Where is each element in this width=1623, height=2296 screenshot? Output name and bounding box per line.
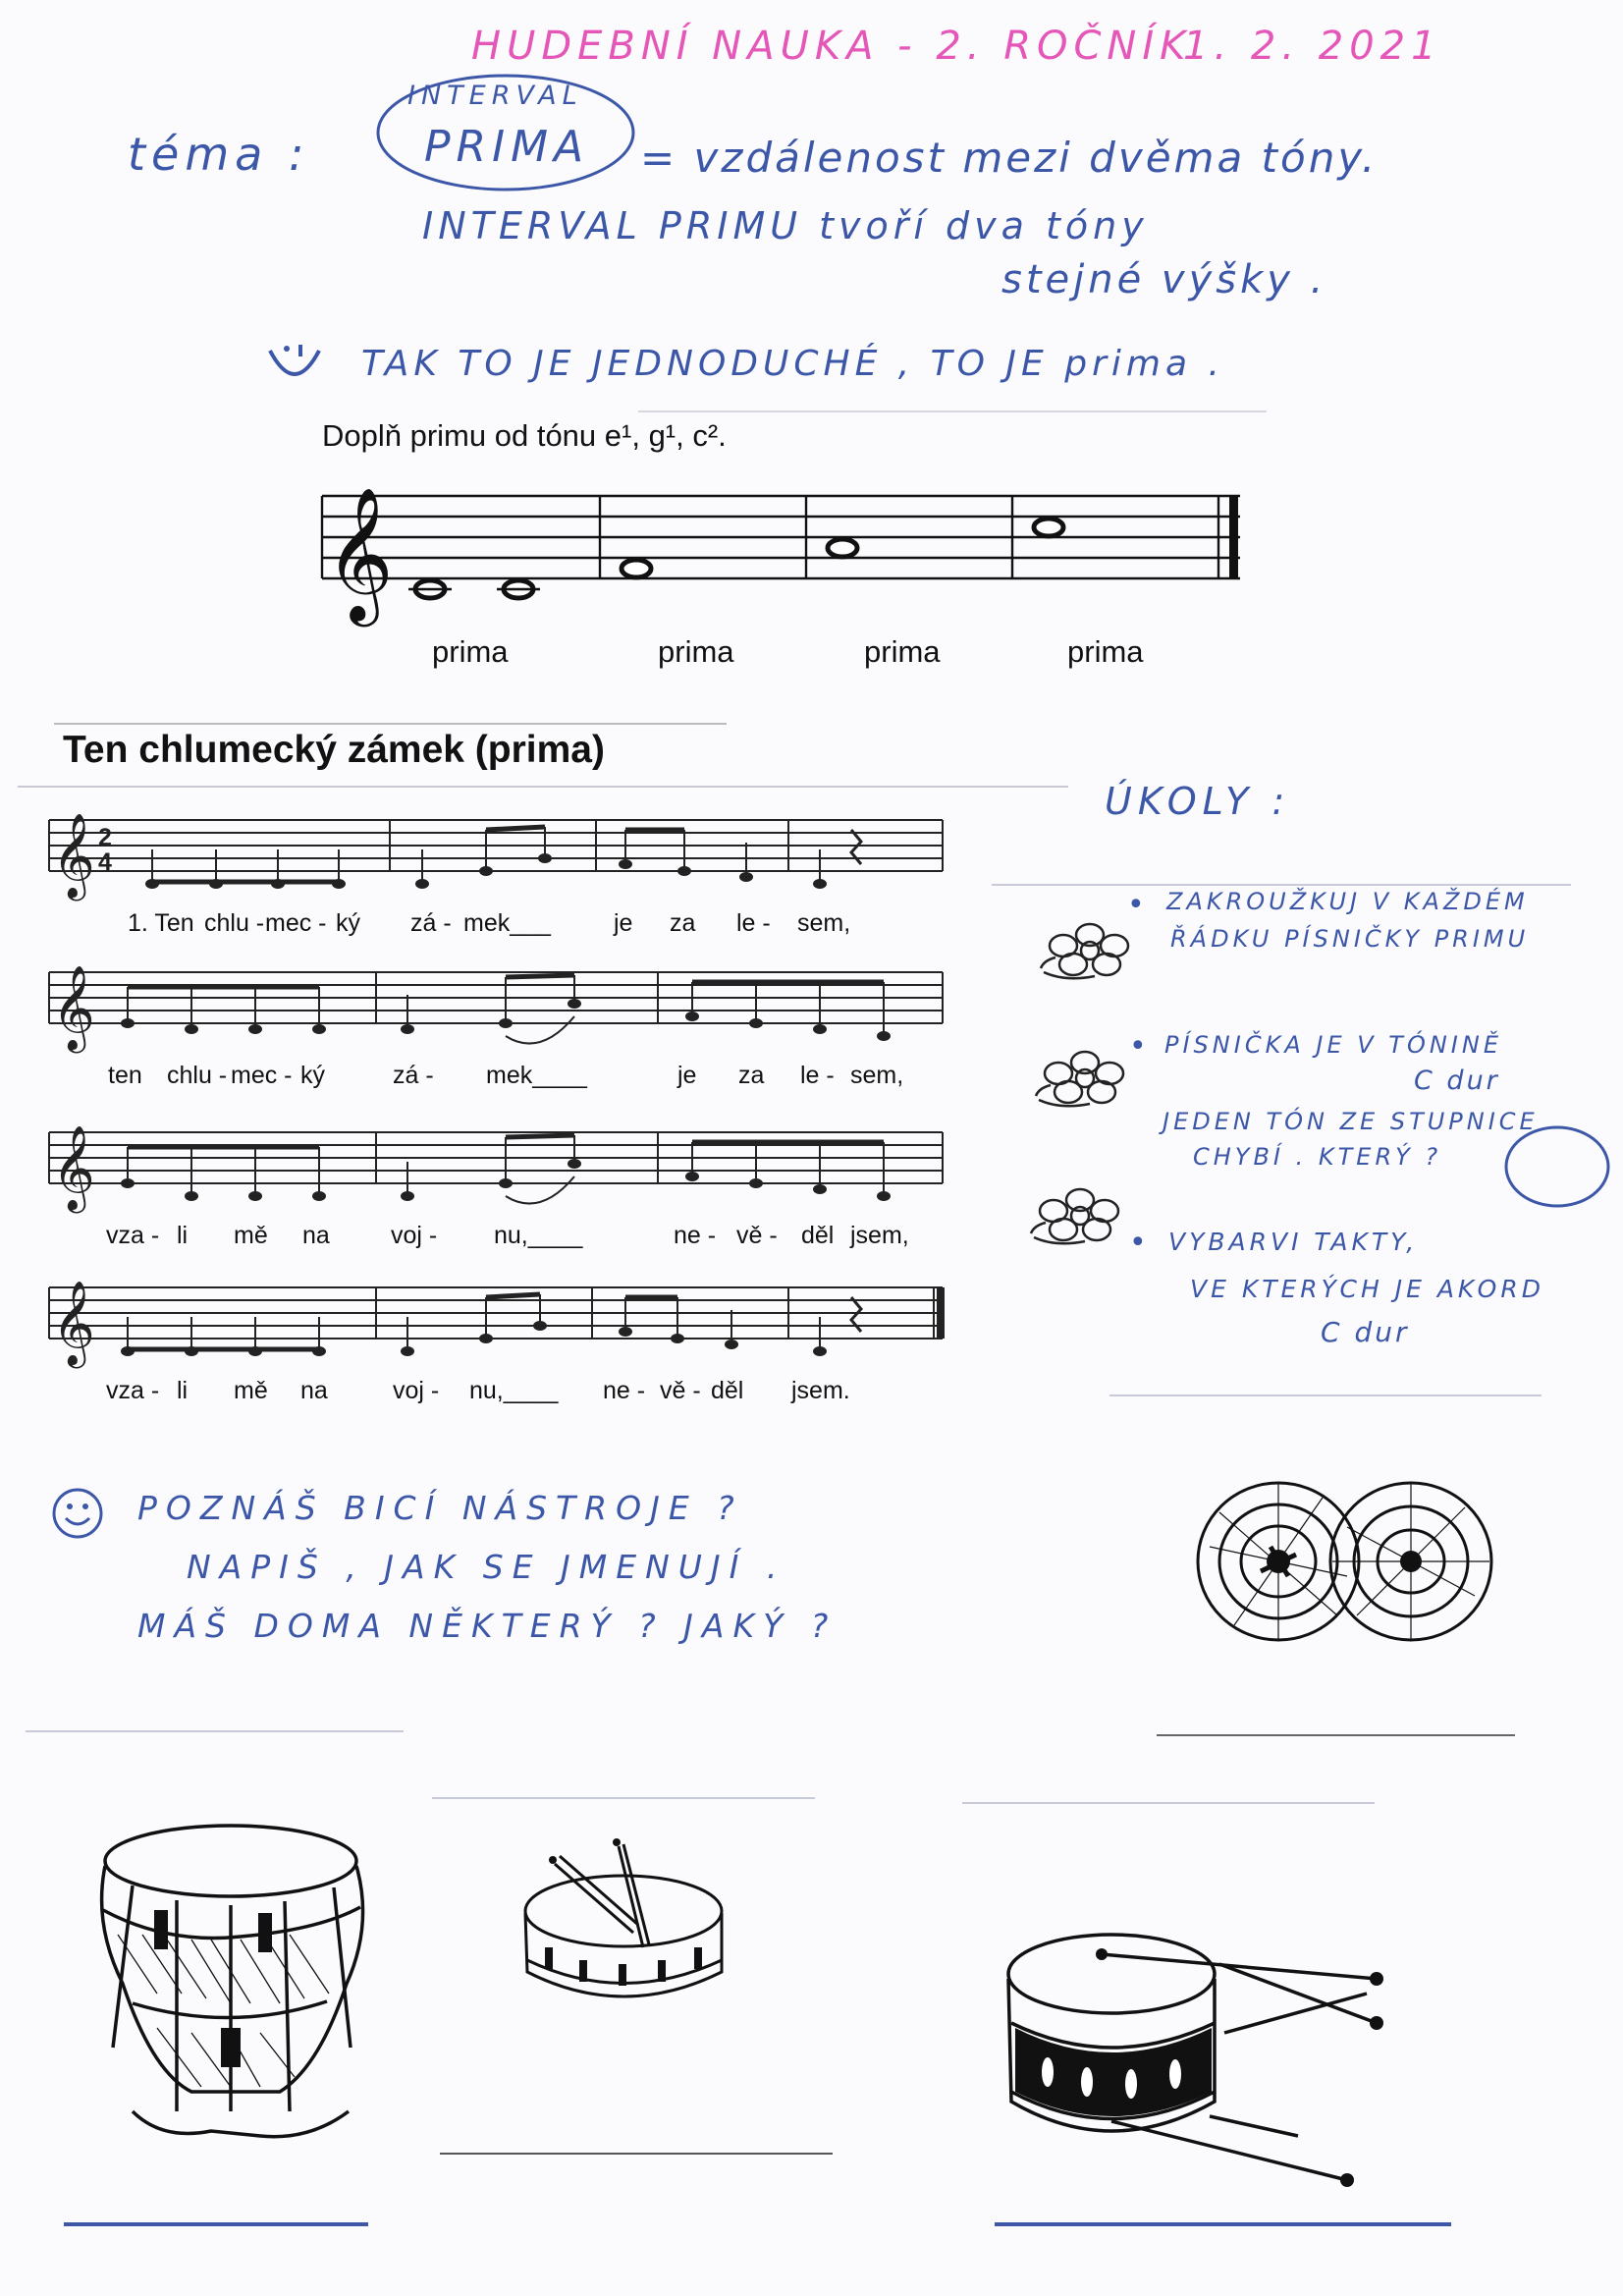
note-underline [638, 410, 1267, 412]
divider-middle [432, 1797, 815, 1799]
exercise-staff [312, 471, 1255, 619]
topic-smile-note: TAK TO JE JEDNODUCHÉ , TO JE prima . [361, 344, 1224, 384]
task-3-line-1: VYBARVI TAKTY, [1168, 1228, 1419, 1256]
answer-line-timpani[interactable] [64, 2222, 368, 2226]
lyric-3-2: li [177, 1222, 189, 1249]
song-staff-3 [44, 1108, 997, 1226]
answer-circle[interactable] [1502, 1122, 1615, 1216]
lyric-4-4: na [300, 1377, 328, 1404]
lyric-4-9: děl [711, 1377, 744, 1404]
topic-definition: = vzdálenost mezi dvěma tóny. [640, 134, 1379, 182]
title-rule [54, 723, 727, 725]
tasks-heading: ÚKOLY : [1105, 780, 1291, 823]
bubble-interval-label: INTERVAL [407, 81, 583, 111]
lyric-1-7: je [614, 909, 633, 937]
task-2-line-1: PÍSNIČKA JE V TÓNINĚ [1164, 1031, 1502, 1059]
lyric-4-2: li [177, 1377, 189, 1404]
lyric-3-4: na [302, 1222, 330, 1249]
lyric-4-6: nu,____ [469, 1377, 559, 1404]
answer-line-cymbals[interactable] [1157, 1734, 1515, 1736]
tasks-rule-top [992, 884, 1571, 886]
lyric-1-4: ký [336, 909, 360, 937]
song-staff-2 [44, 948, 997, 1066]
task-3-line-3: C dur [1321, 1316, 1410, 1348]
worksheet-subject: HUDEBNÍ NAUKA - 2. ROČNÍK [471, 24, 1192, 69]
song-title: Ten chlumecký zámek (prima) [63, 729, 605, 771]
lyric-3-1: vza - [106, 1222, 160, 1249]
lyric-4-7: ne - [603, 1377, 646, 1404]
divider-left [26, 1730, 404, 1732]
svg-text:𝄞: 𝄞 [325, 485, 394, 621]
lyric-1-1: 1. Ten [128, 909, 194, 937]
worksheet-date: 1. 2. 2021 [1183, 24, 1442, 69]
smiley-icon [265, 339, 324, 393]
song-top-rule [18, 786, 1068, 788]
lyric-1-10: sem, [797, 909, 851, 937]
lyric-4-5: voj - [393, 1377, 440, 1404]
lyric-4-1: vza - [106, 1377, 160, 1404]
topic-label: téma : [128, 128, 310, 181]
prima-label-1: prima [432, 634, 509, 669]
flower-icon [1031, 1041, 1139, 1120]
topic-line-3: stejné výšky . [1001, 257, 1327, 302]
task-2-line-2: C dur [1414, 1066, 1500, 1096]
task-2-line-3: JEDEN TÓN ZE STUPNICE [1163, 1108, 1539, 1135]
task-1-line-1: ZAKROUŽKUJ V KAŽDÉM [1166, 888, 1529, 915]
bubble-prima-label: PRIMA [424, 122, 590, 172]
lyric-3-10: jsem, [850, 1222, 909, 1249]
lyric-1-2: chlu - [204, 909, 265, 937]
question-line-2: NAPIŠ , JAK SE JMENUJÍ . [187, 1548, 786, 1586]
lyric-2-1: ten [108, 1062, 142, 1089]
prima-label-4: prima [1067, 634, 1144, 669]
task-3-line-2: VE KTERÝCH JE AKORD [1190, 1275, 1544, 1303]
lyric-2-4: ký [300, 1062, 325, 1089]
question-line-3: MÁŠ DOMA NĚKTERÝ ? JAKÝ ? [137, 1607, 838, 1645]
lyric-2-2: chlu - [167, 1062, 228, 1089]
lyric-4-8: vě - [660, 1377, 701, 1404]
lyric-3-6: nu,____ [494, 1222, 583, 1249]
answer-line-snare[interactable] [440, 2153, 833, 2155]
lyric-3-8: vě - [736, 1222, 778, 1249]
lyric-1-9: le - [736, 909, 771, 937]
lyric-2-6: mek____ [486, 1062, 587, 1089]
lyric-2-10: sem, [850, 1062, 904, 1089]
lyric-1-5: zá - [410, 909, 452, 937]
song-staff-4 [44, 1263, 997, 1381]
prima-label-3: prima [864, 634, 941, 669]
lyric-1-8: za [670, 909, 696, 937]
answer-line-bass-drum[interactable] [995, 2222, 1451, 2226]
svg-text:𝄞: 𝄞 [52, 1125, 95, 1210]
lyric-2-5: zá - [393, 1062, 434, 1089]
lyric-3-9: děl [801, 1222, 835, 1249]
flower-icon [1036, 913, 1144, 992]
snare-drum-illustration [515, 1834, 741, 2041]
cymbals-illustration [1190, 1468, 1504, 1655]
tasks-rule-bottom [1109, 1394, 1542, 1396]
flower-icon [1026, 1178, 1134, 1257]
svg-text:2: 2 [98, 824, 112, 851]
timpani-illustration [74, 1817, 398, 2151]
svg-text:𝄞: 𝄞 [52, 813, 95, 898]
prima-label-2: prima [658, 634, 734, 669]
smiley-face-icon [51, 1487, 105, 1541]
song-staff-1 [44, 795, 997, 913]
lyric-3-5: voj - [391, 1222, 438, 1249]
lyric-1-3: mec - [265, 909, 327, 937]
lyric-2-9: le - [800, 1062, 835, 1089]
lyric-4-10: jsem. [791, 1377, 850, 1404]
question-line-1: POZNÁŠ BICÍ NÁSTROJE ? [137, 1489, 743, 1527]
lyric-2-8: za [738, 1062, 765, 1089]
svg-text:𝄞: 𝄞 [52, 1281, 95, 1365]
svg-text:𝄞: 𝄞 [52, 965, 95, 1050]
task-2-bullet: • [1129, 1029, 1147, 1064]
divider-right [962, 1802, 1375, 1804]
lyric-3-3: mě [234, 1222, 268, 1249]
bass-drum-illustration [994, 1895, 1416, 2190]
exercise-instruction: Doplň primu od tónu e¹, g¹, c². [322, 418, 727, 453]
lyric-4-3: mě [234, 1377, 268, 1404]
svg-text:4: 4 [98, 848, 112, 876]
lyric-2-3: mec - [231, 1062, 293, 1089]
lyric-2-7: je [677, 1062, 697, 1089]
lyric-3-7: ne - [674, 1222, 717, 1249]
task-2-line-4: CHYBÍ . KTERÝ ? [1193, 1143, 1442, 1171]
task-3-bullet: • [1129, 1226, 1147, 1260]
topic-line-2: INTERVAL PRIMU tvoří dva tóny [422, 204, 1149, 247]
task-1-bullet: • [1127, 888, 1145, 922]
lyric-1-6: mek___ [463, 909, 551, 937]
task-1-line-2: ŘÁDKU PÍSNIČKY PRIMU [1170, 925, 1530, 953]
